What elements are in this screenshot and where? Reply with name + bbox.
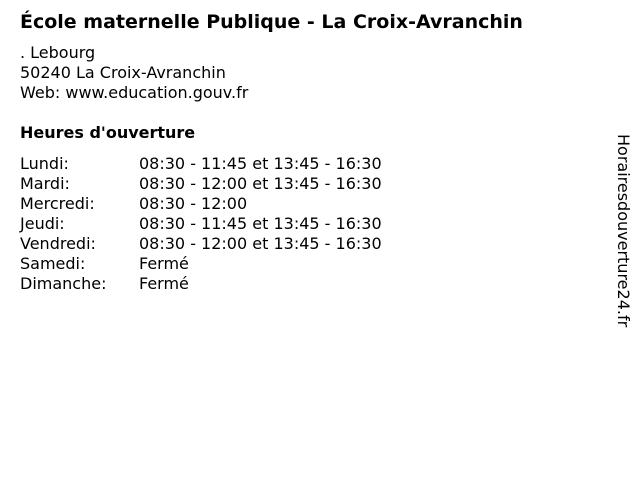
hours-row-monday [20, 154, 382, 174]
day-hours: 08:30 - 11:45 et 13:45 - 16:30 [139, 154, 382, 173]
day-hours: Fermé [139, 254, 189, 273]
watermark-text: Horairesdouverture24.fr [614, 134, 633, 328]
hours-row-sunday [20, 274, 382, 294]
day-label: Mardi: [20, 174, 70, 193]
day-hours: 08:30 - 12:00 et 13:45 - 16:30 [139, 234, 382, 253]
hours-table [20, 154, 382, 294]
hours-row-friday [20, 234, 382, 254]
hours-row-saturday [20, 254, 382, 274]
address-street: . Lebourg [20, 43, 96, 62]
day-label: Jeudi: [20, 214, 65, 233]
day-hours: Fermé [139, 274, 189, 293]
day-hours: 08:30 - 12:00 [139, 194, 248, 213]
hours-row-thursday [20, 214, 382, 234]
day-hours: 08:30 - 12:00 et 13:45 - 16:30 [139, 174, 382, 193]
day-label: Dimanche: [20, 274, 107, 293]
day-label: Lundi: [20, 154, 69, 173]
hours-row-tuesday [20, 174, 382, 194]
day-label: Samedi: [20, 254, 86, 273]
page-title: École maternelle Publique - La Croix-Avranchin [20, 11, 523, 33]
day-hours: 08:30 - 11:45 et 13:45 - 16:30 [139, 214, 382, 233]
address-block [20, 43, 248, 103]
website-link[interactable]: Web: www.education.gouv.fr [20, 83, 249, 102]
day-label: Mercredi: [20, 194, 95, 213]
day-label: Vendredi: [20, 234, 96, 253]
hours-heading: Heures d'ouverture [20, 123, 196, 142]
address-city: 50240 La Croix-Avranchin [20, 63, 226, 82]
hours-row-wednesday [20, 194, 382, 214]
